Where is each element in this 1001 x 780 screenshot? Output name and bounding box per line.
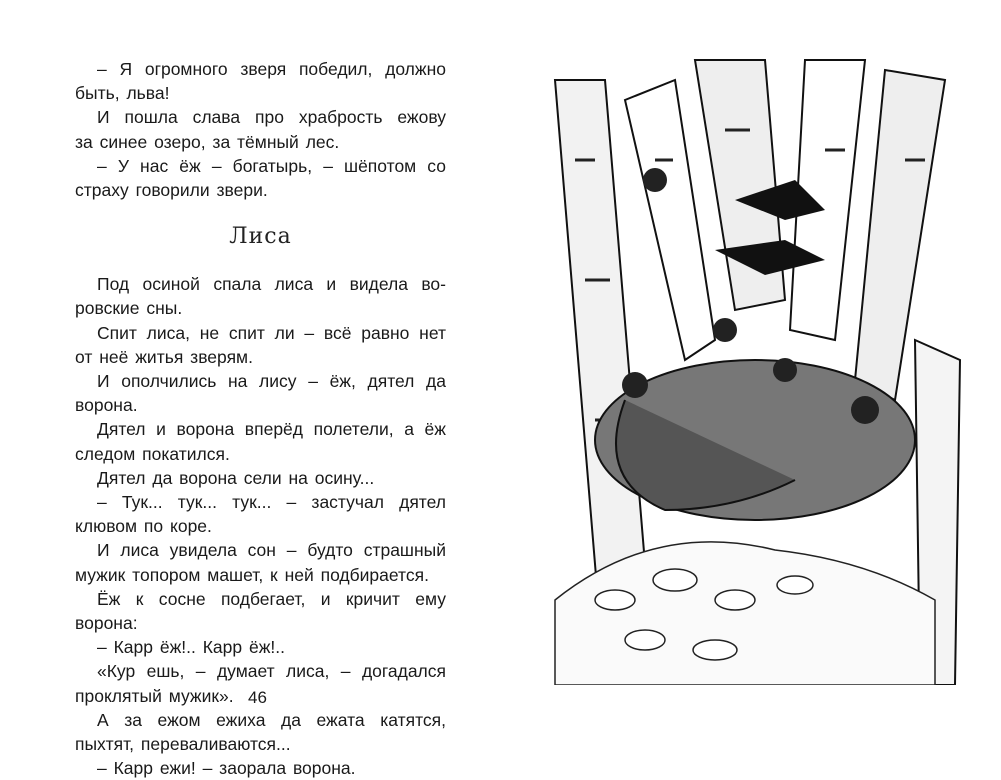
- text-line: проклятый мужик».: [75, 685, 234, 706]
- text-line: клювом по коре.: [75, 516, 212, 537]
- text-line: быть, льва!: [75, 83, 170, 104]
- text-line: Под осиной спала лиса и видела во-: [97, 274, 446, 295]
- text-line: Дятел да ворона сели на осину...: [97, 467, 375, 488]
- text-line: И пошла слава про храбрость ежову: [97, 107, 446, 128]
- text-line: Ёж к сосне подбегает, и кричит ему: [97, 588, 446, 609]
- text-line: А за ежом ежиха да ежата катятся,: [97, 709, 446, 730]
- text-line: – Карр ёж!.. Карр ёж!..: [97, 637, 286, 658]
- story-text: [75, 57, 446, 780]
- text-line: – Карр ежи! – заорала ворона.: [97, 758, 356, 779]
- text-line: ворона:: [75, 613, 138, 634]
- fox-forest-illustration: [535, 40, 965, 685]
- text-line: «Кур ешь, – думает лиса, – догадался: [97, 661, 446, 682]
- text-line: мужик топором машет, к ней подбирается.: [75, 564, 429, 585]
- text-line: ровские сны.: [75, 298, 183, 319]
- text-line: – Я огромного зверя победил, должно: [97, 59, 446, 79]
- page-number: 46: [248, 688, 267, 707]
- text-line: от неё житья зверям.: [75, 346, 253, 367]
- text-line: пыхтят, переваливаются...: [75, 734, 291, 755]
- text-line: ворона.: [75, 395, 138, 416]
- text-line: И ополчились на лису – ёж, дятел да: [97, 371, 446, 392]
- text-line: следом покатился.: [75, 443, 230, 464]
- text-line: Дятел и ворона вперёд полетели, а ёж: [97, 419, 446, 440]
- text-line: страху говорили звери.: [75, 180, 268, 201]
- text-line: – Тук... тук... тук... – застучал дятел: [97, 492, 446, 513]
- text-line: И лиса увидела сон – будто страшный: [97, 540, 446, 561]
- chapter-title: Лиса: [229, 224, 292, 250]
- text-line: Спит лиса, не спит ли – всё равно нет: [97, 322, 446, 343]
- leaf-pile: [555, 542, 935, 685]
- text-line: – У нас ёж – богатырь, – шёпотом со: [97, 155, 446, 176]
- text-line: за синее озеро, за тёмный лес.: [75, 131, 340, 152]
